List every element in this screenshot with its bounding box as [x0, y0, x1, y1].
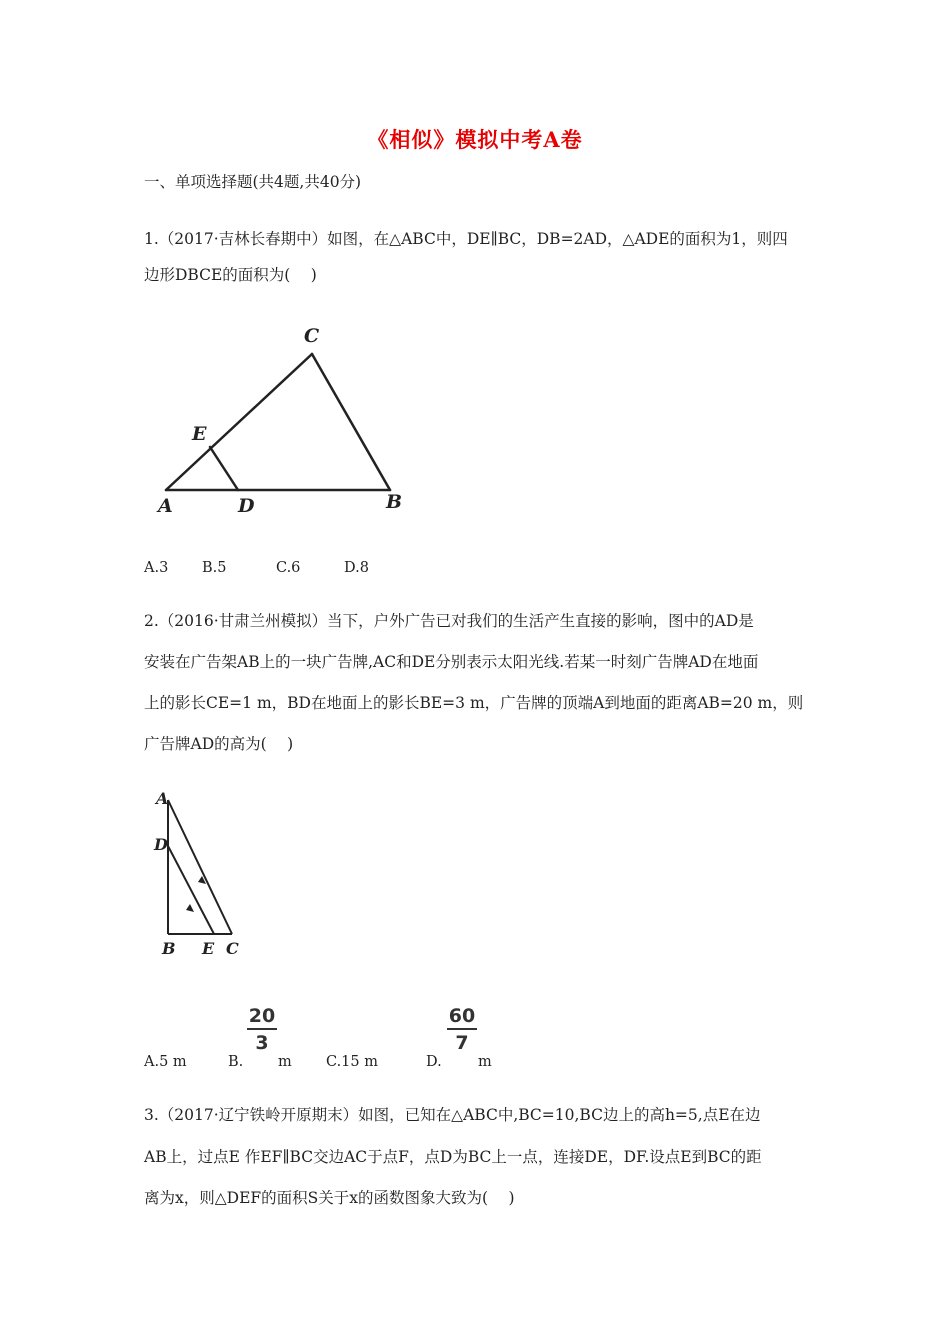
label-e: E — [202, 939, 215, 958]
section-heading: 一、单项选择题(共4题,共40分) — [144, 173, 362, 191]
q2-option-b-prefix[interactable]: B. — [228, 1054, 244, 1070]
ray-de — [168, 846, 214, 934]
question-2-line-3: 上的影长CE=1 m，BD在地面上的影长BE=3 m，广告牌的顶端A到地面的距离AB=20 m，则 — [144, 694, 804, 712]
triangle-abc-figure — [150, 320, 420, 520]
q2-option-c[interactable]: C.15 m — [326, 1054, 378, 1070]
label-b: B — [162, 939, 176, 958]
fraction-bar — [447, 1028, 477, 1030]
q1-option-c[interactable]: C.6 — [276, 560, 301, 576]
fraction-numerator: 20 — [248, 1005, 276, 1027]
q2-option-d-unit: m — [478, 1054, 492, 1070]
label-b: B — [386, 491, 403, 513]
label-d: D — [238, 495, 255, 517]
fraction-denominator: 7 — [455, 1032, 469, 1054]
question-2-line-2: 安装在广告架AB上的一块广告牌,AC和DE分别表示太阳光线.若某一时刻广告牌AD在地面 — [144, 653, 759, 671]
edge-ac — [166, 354, 312, 490]
fraction-numerator: 60 — [448, 1005, 476, 1027]
question-3-line-3: 离为x，则△DEF的面积S关于x的函数图象大致为( ) — [144, 1189, 515, 1207]
fraction-bar — [247, 1028, 277, 1030]
label-d: D — [154, 835, 168, 854]
edge-cb — [312, 354, 390, 490]
q2-option-b-fraction — [247, 1005, 277, 1054]
q2-option-d-prefix[interactable]: D. — [426, 1054, 442, 1070]
page-title: 《相似》模拟中考A卷 — [367, 127, 583, 152]
label-e: E — [192, 423, 207, 445]
question-1-line-2: 边形DBCE的面积为( ) — [144, 266, 317, 284]
q2-option-a[interactable]: A.5 m — [144, 1054, 187, 1070]
fraction-denominator: 3 — [255, 1032, 269, 1054]
arrow-de-icon — [186, 904, 194, 912]
q1-option-b[interactable]: B.5 — [202, 560, 227, 576]
label-c: C — [304, 325, 320, 347]
billboard-figure — [150, 788, 260, 960]
edge-de — [210, 447, 238, 490]
label-a: A — [156, 789, 169, 808]
q2-option-b-unit: m — [278, 1054, 292, 1070]
ray-ac — [168, 800, 232, 934]
label-a: A — [158, 495, 173, 517]
q1-option-a[interactable]: A.3 — [144, 560, 169, 576]
question-3-line-2: AB上，过点E 作EF∥BC交边AC于点F，点D为BC上一点，连接DE，DF.设点E到BC的距 — [144, 1148, 762, 1166]
question-1-line-1: 1.（2017·吉林长春期中）如图，在△ABC中，DE∥BC，DB=2AD，△ADE的面积为1，则四 — [144, 230, 788, 248]
q2-option-d-fraction — [447, 1005, 477, 1054]
label-c: C — [226, 939, 239, 958]
question-3-line-1: 3.（2017·辽宁铁岭开原期末）如图，已知在△ABC中,BC=10,BC边上的高h=5,点E在边 — [144, 1106, 761, 1124]
q1-option-d[interactable]: D.8 — [344, 560, 369, 576]
question-2-line-1: 2.（2016·甘肃兰州模拟）当下，户外广告已对我们的生活产生直接的影响，图中的AD是 — [144, 612, 754, 630]
question-2-line-4: 广告牌AD的高为( ) — [144, 735, 294, 753]
